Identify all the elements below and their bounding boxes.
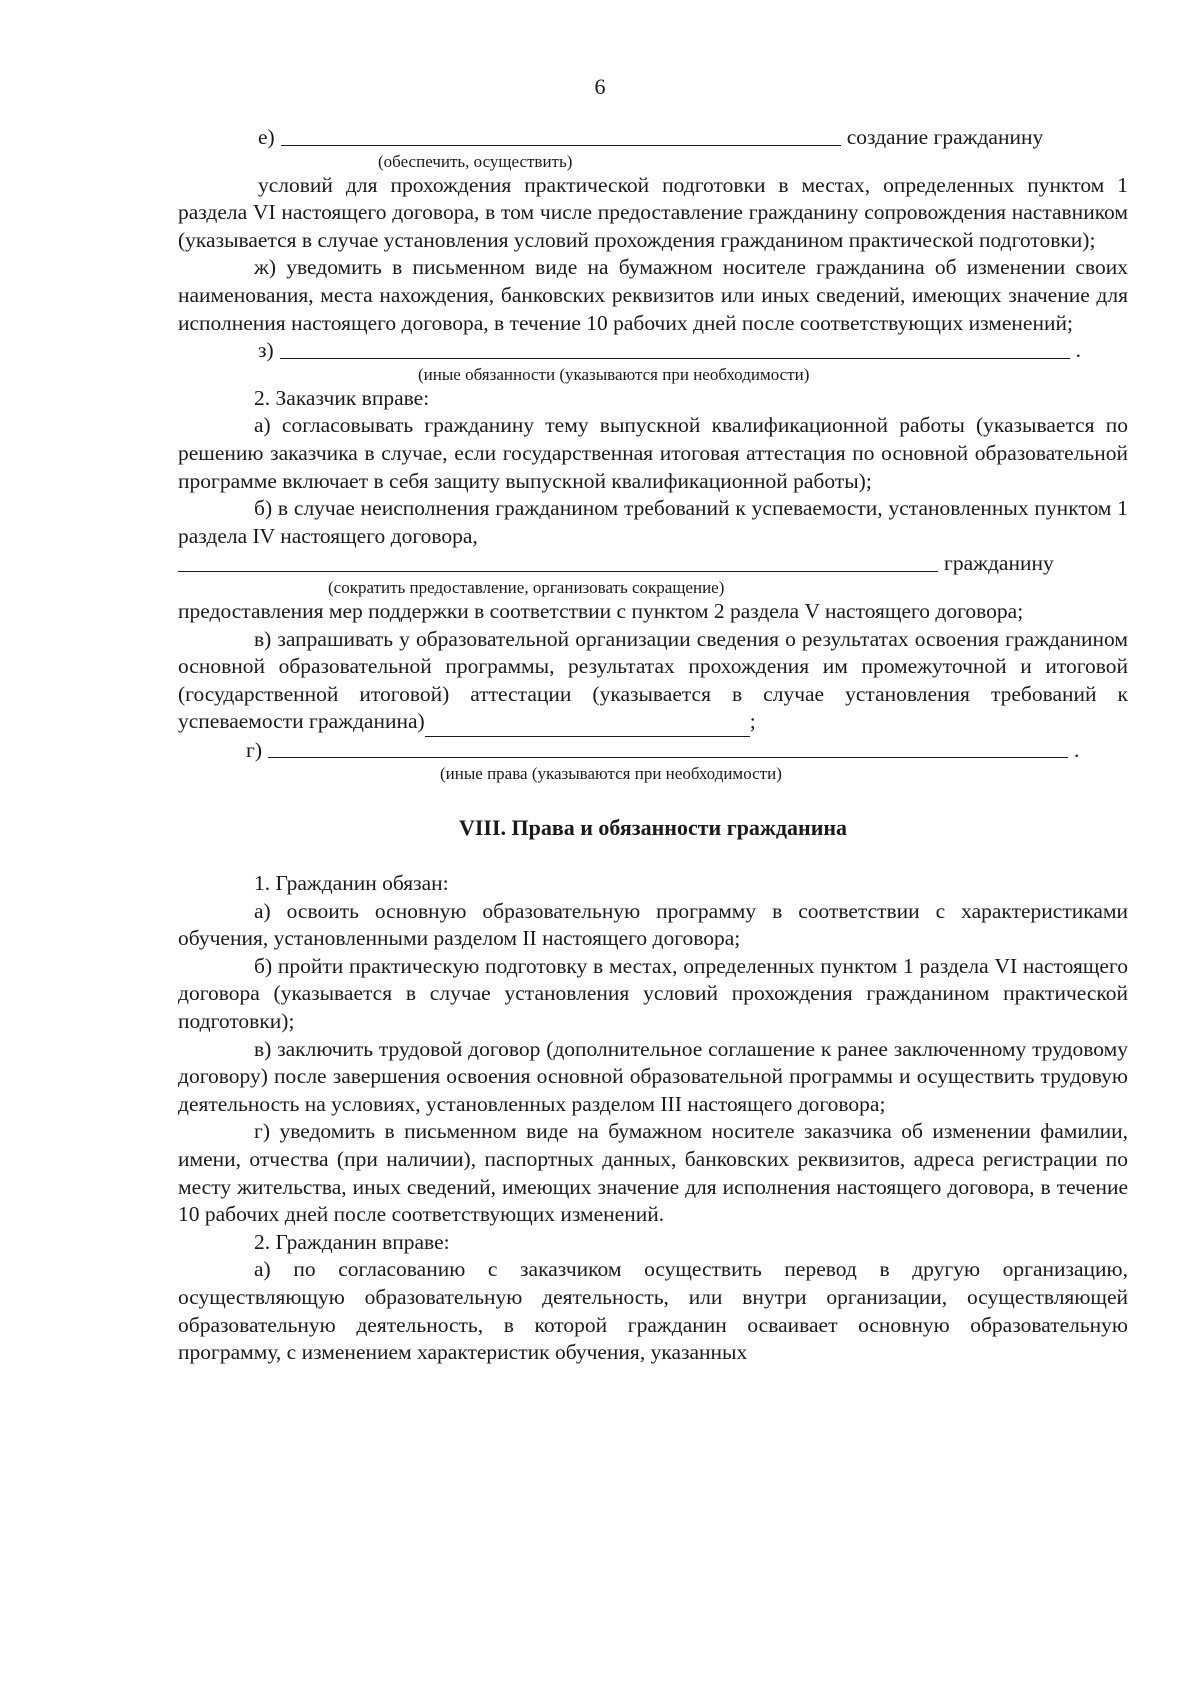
item-g-blank [268,737,1068,758]
page-number: 6 [594,74,606,99]
item-e-line [178,124,1128,152]
item-z-blank [280,338,1070,359]
item-z-marker: з) [258,338,274,363]
item-e-caption: (обеспечить, осуществить) [378,151,573,171]
item-z-line [178,337,1128,365]
customer-rights-item-b: б) в случае неисполнения гражданином требований к успеваемости, установленных пунктом 1 раздела IV настоящего договора, [178,496,1128,548]
citizen-duty-g: г) уведомить в письменном виде на бумажном носителе заказчика об изменении фамилии, имени, отчества (при наличии), паспортных данных, банковских реквизитов, адреса регистрации по месту жительства, иных сведений, имеющих значение для исполнения настоящего договора, в течение 10 рабочих дней после соответствующих изменений. [178,1119,1128,1227]
customer-rights-title: 2. Заказчик вправе: [254,385,430,410]
item-b-continuation: предоставления мер поддержки в соответствии с пунктом 2 раздела V настоящего договора; [178,598,1024,623]
item-b-line [178,550,1128,578]
citizen-duty-v: в) заключить трудовой договор (дополнительное соглашение к ранее заключенному трудовому договору) после завершения освоения основной образовательной программы и осуществить трудовую деятельность на условиях, установленных разделом III настоящего договора; [178,1036,1128,1116]
item-b-tail: гражданину [944,551,1054,576]
item-g-caption: (иные права (указываются при необходимости) [440,764,782,784]
item-v-text: в) запрашивать у образовательной организации сведения о результатах освоения гражданином основной образовательной программы, результатах прохождения им промежуточной и итоговой (государственной итоговой) аттестации (указывается в случае установления требований к успеваемости гражданина) [178,626,1128,734]
item-g-marker: г) [246,737,262,762]
citizen-duty-a: а) освоить основную образовательную программу в соответствии с характеристиками обучения, установленными разделом II настоящего договора; [178,898,1128,951]
item-g-line [178,737,1128,765]
customer-rights-item-a: а) согласовывать гражданину тему выпускной квалификационной работы (указывается по решению заказчика в случае, если государственная итоговая аттестация по основной образовательной программе включает в себя защиту выпускной квалификационной работы); [178,413,1128,493]
item-v-end: ; [749,709,756,734]
section-8-heading: VIII. Права и обязанности гражданина [458,815,848,841]
item-e-tail: создание гражданину [846,125,1044,149]
item-z-end: . [1075,338,1082,363]
customer-rights-item-v [178,626,1128,737]
item-e-marker: е) [258,125,275,149]
item-b-blank [178,551,938,572]
citizen-duties-title: 1. Гражданин обязан: [254,871,449,896]
item-e-continuation: условий для прохождения практической подготовки в местах, определенных пунктом 1 раздела VI настоящего договора, в том числе предоставление гражданину сопровождения наставником (указывается в случае установления условий прохождения гражданином практической подготовки); [178,172,1128,252]
document-body [178,124,1128,1367]
item-z-caption: (иные обязанности (указываются при необходимости) [418,364,810,384]
citizen-right-a: а) по согласованию с заказчиком осуществить перевод в другую организацию, осуществляющую образовательную деятельность, или внутри организации, осуществляющей образовательную деятельность, в которой гражданин осваивает основную образовательную программу, с изменением характеристик обучения, указанных [178,1257,1128,1365]
citizen-rights-title: 2. Гражданин вправе: [254,1229,450,1254]
item-zh: ж) уведомить в письменном виде на бумажном носителе гражданина об изменении своих наименования, места нахождения, банковских реквизитов или иных сведений, имеющих значение для исполнения настоящего договора, в течение 10 рабочих дней после соответствующих изменений; [178,255,1128,335]
item-e-blank [281,125,841,146]
citizen-duty-b: б) пройти практическую подготовку в местах, определенных пунктом 1 раздела VI настоящего договора (указывается в случае установления условий прохождения гражданином практической подготовки); [178,953,1128,1034]
item-b-caption: (сократить предоставление, организовать сокращение) [328,577,725,597]
item-g-end: . [1073,737,1080,762]
item-v-blank [425,708,750,737]
